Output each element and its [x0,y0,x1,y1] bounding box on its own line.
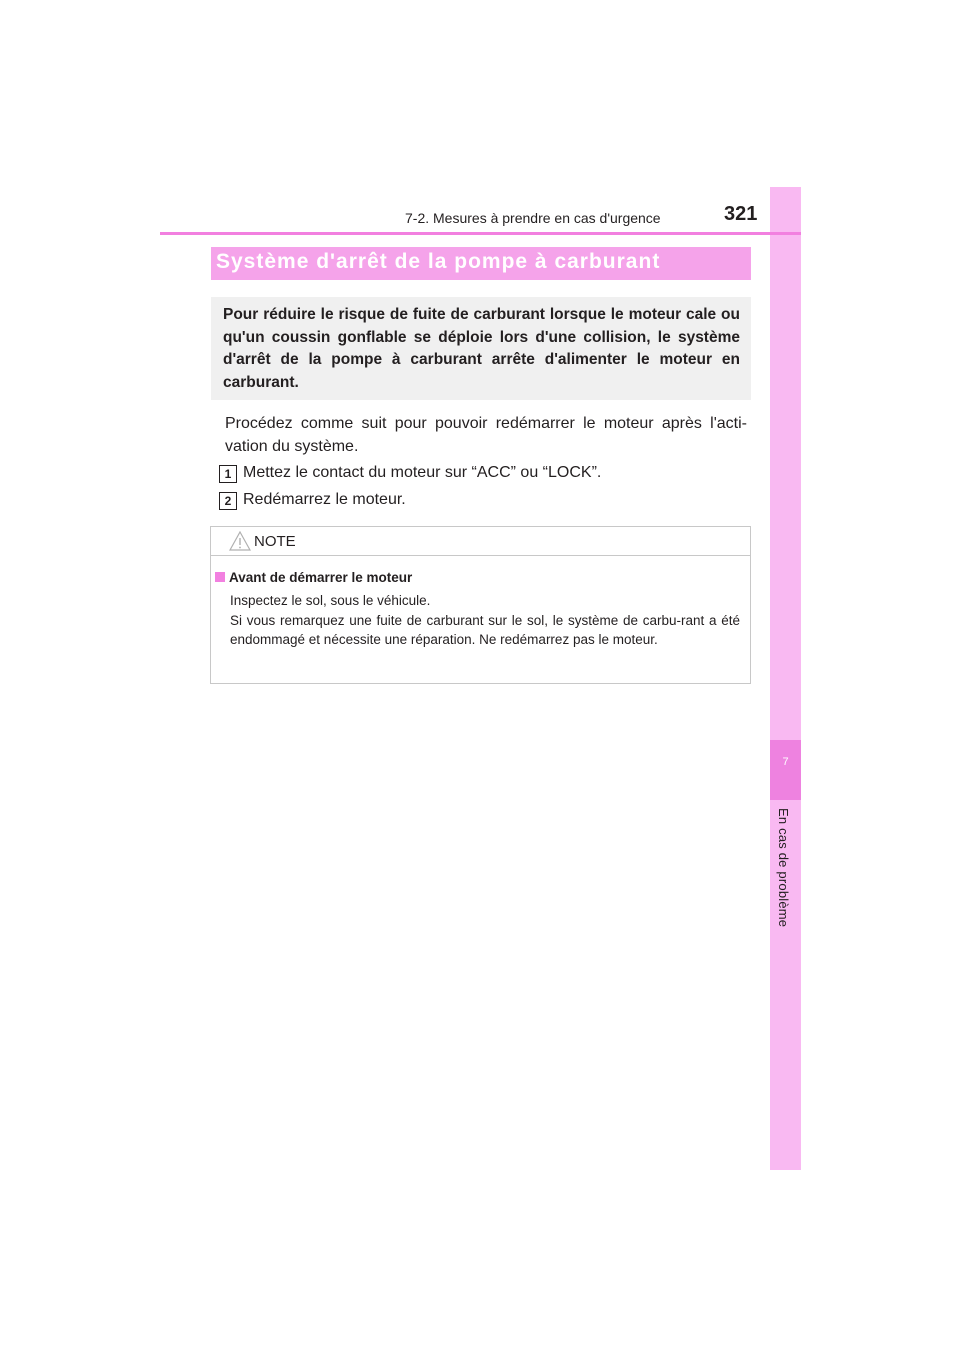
page-number: 321 [724,203,758,225]
procedure-paragraph: Procédez comme suit pour pouvoir redémarrer le moteur après l'acti-vation du système. [225,415,747,455]
step-text: Mettez le contact du moteur sur “ACC” ou “LOCK”. [243,464,602,481]
chapter-name: En cas de problème [776,808,791,928]
chapter-side-tab [770,187,801,1170]
warning-triangle-icon [229,531,251,551]
note-subheading-text: Avant de démarrer le moteur [229,570,413,585]
note-body [230,591,740,650]
note-header [211,527,750,556]
step-number-badge: 1 [219,465,237,483]
note-line: Inspectez le sol, sous le véhicule. [230,593,431,608]
note-box [210,526,751,684]
header-rule [160,232,801,235]
note-subheading [215,570,412,585]
square-bullet-icon [215,572,225,582]
step-number-badge: 2 [219,492,237,510]
chapter-number: 7 [782,756,789,768]
note-label: NOTE [254,533,296,550]
page-heading: Système d'arrêt de la pompe à carburant [216,250,661,273]
note-line: Si vous remarquez une fuite de carburant sur le sol, le système de carbu-rant a été endommagé et nécessite une réparation. Ne redémarrez pas le moteur. [230,612,740,647]
intro-text: Pour réduire le risque de fuite de carburant lorsque le moteur cale ou qu'un coussin gonflable se déploie lors d'une collision, le système d'arrêt de la pompe à carburant arrête d'alimenter le moteur en carburant. [223,306,740,391]
section-title: 7-2. Mesures à prendre en cas d'urgence [405,210,661,226]
step-text: Redémarrez le moteur. [243,491,406,508]
chapter-side-tab-marker [770,740,801,800]
